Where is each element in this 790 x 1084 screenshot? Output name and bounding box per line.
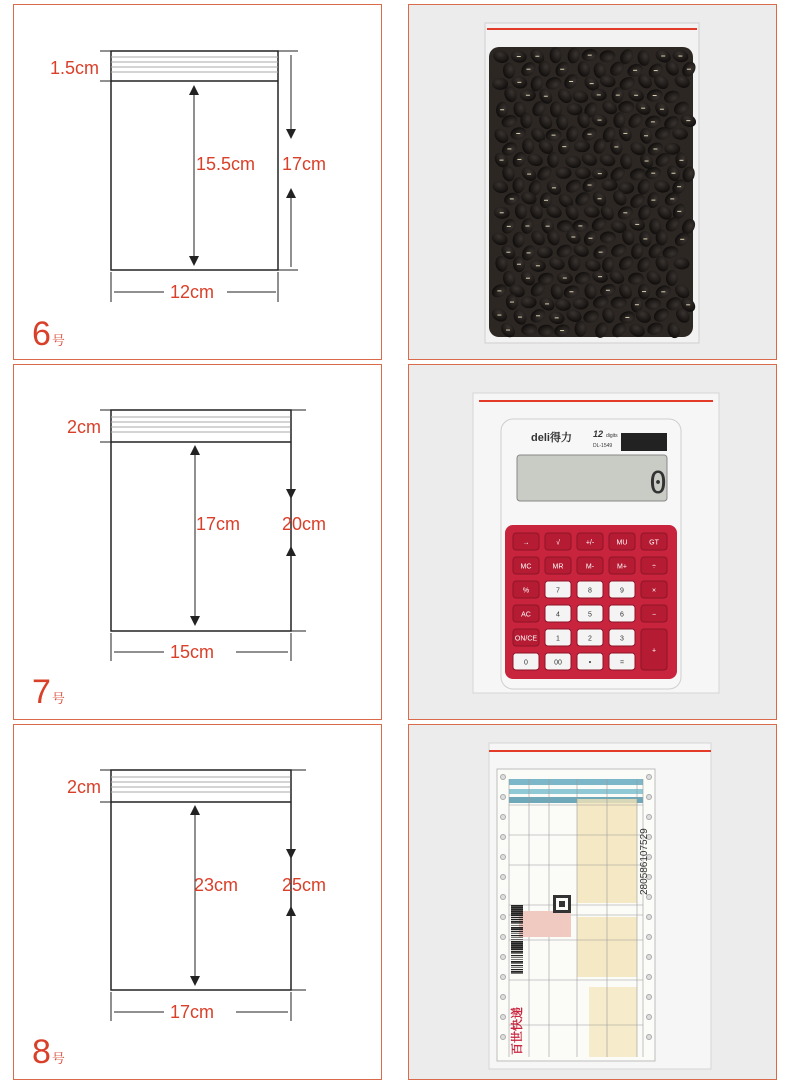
calculator-key-label: = — [619, 659, 625, 667]
barcode-bar — [511, 959, 523, 960]
barcode-bar — [511, 969, 523, 970]
tractor-hole — [647, 815, 652, 820]
barcode-bar — [511, 931, 523, 932]
calculator-key-label: ÷ — [652, 563, 656, 571]
calculator-key-label: + — [651, 647, 657, 655]
calculator-key-label: MU — [616, 539, 628, 547]
barcode-bar — [511, 909, 523, 911]
seal-height-label: 2cm — [67, 417, 102, 437]
calculator-key-label: 6 — [620, 611, 624, 619]
calculator-key-label: AC — [521, 611, 531, 619]
barcode-bar — [511, 911, 523, 913]
barcode-bar — [511, 955, 523, 956]
courier-brand: 百世快递 — [510, 1006, 524, 1055]
calculator-key-label: 0 — [524, 659, 528, 667]
diagram-panel-7 — [13, 364, 382, 720]
tractor-hole — [501, 955, 506, 960]
calculator-model: DL-1549 — [593, 443, 613, 449]
calculator-brand: deli得力 — [531, 432, 572, 444]
tractor-hole — [501, 875, 506, 880]
calculator-key-label: 4 — [556, 611, 560, 619]
barcode-bar — [511, 923, 523, 924]
photo-panel-8 — [408, 724, 777, 1080]
calculator-key-label: M- — [585, 563, 595, 571]
barcode-bar — [511, 949, 523, 950]
tractor-hole — [647, 1035, 652, 1040]
barcode-bar — [511, 957, 523, 958]
tractor-hole — [647, 795, 652, 800]
seal-height-label: 1.5cm — [50, 58, 100, 78]
calculator-key-label: × — [651, 587, 657, 595]
size-number-8: 8号 — [32, 1033, 65, 1071]
calculator-key-label: √ — [556, 539, 560, 547]
barcode-bar — [511, 919, 523, 920]
inner-height-label: 15.5cm — [196, 154, 256, 174]
barcode-bar — [511, 943, 523, 945]
beans-bag-photo — [409, 5, 778, 361]
photo-panel-6 — [408, 4, 777, 360]
bean — [556, 167, 572, 179]
bean — [574, 140, 590, 152]
barcode-bar — [511, 915, 523, 916]
tractor-hole — [501, 995, 506, 1000]
width-label: 17cm — [170, 1002, 215, 1022]
tractor-hole — [501, 1015, 506, 1020]
calculator-bag-photo — [409, 365, 778, 721]
barcode-bar — [511, 971, 523, 973]
barcode-bar — [511, 933, 523, 934]
calculator-digits-label: digits — [606, 433, 618, 439]
calculator-key-label: 2 — [588, 635, 592, 643]
tractor-hole — [501, 975, 506, 980]
barcode-bar — [511, 939, 523, 940]
barcode-bar — [511, 905, 523, 907]
calculator-key-label: ON/CE — [514, 635, 538, 643]
calculator-digits: 12 — [593, 429, 604, 439]
tractor-hole — [647, 935, 652, 940]
barcode-bar — [511, 953, 523, 954]
width-label: 12cm — [170, 282, 215, 302]
barcode-bar — [511, 907, 523, 909]
tractor-hole — [501, 1035, 506, 1040]
tractor-hole — [501, 935, 506, 940]
barcode-bar — [511, 967, 523, 968]
tractor-hole — [647, 975, 652, 980]
inner-height-label: 17cm — [196, 514, 241, 534]
calculator-key-label: − — [651, 611, 657, 619]
tractor-hole — [501, 915, 506, 920]
barcode-bar — [511, 965, 523, 966]
inner-height-label: 23cm — [194, 875, 239, 895]
barcode-bar — [511, 929, 523, 930]
bean — [521, 296, 537, 308]
calculator-key-label: M+ — [617, 563, 627, 571]
tractor-hole — [647, 775, 652, 780]
tractor-hole — [501, 815, 506, 820]
width-label: 15cm — [170, 642, 215, 662]
tractor-hole — [501, 795, 506, 800]
calculator-key-label: 7 — [556, 587, 560, 595]
calculator-key-label: • — [588, 659, 592, 667]
barcode-bar — [511, 935, 523, 936]
tractor-hole — [501, 855, 506, 860]
barcode-bar — [511, 917, 523, 918]
diagram-panel-6 — [13, 4, 382, 360]
calculator-key-label: MC — [520, 563, 532, 571]
calculator-key-label: % — [522, 587, 530, 595]
diagram-panel-8 — [13, 724, 382, 1080]
total-height-label: 25cm — [282, 875, 327, 895]
barcode-bar — [511, 973, 523, 974]
calculator-key-label: 3 — [620, 635, 624, 643]
total-height-label: 17cm — [282, 154, 327, 174]
calculator-key-label: 00 — [554, 659, 562, 667]
barcode-bar — [511, 951, 523, 953]
calculator-key-label: 8 — [588, 587, 592, 595]
barcode-bar — [511, 937, 523, 938]
barcode-bar — [511, 961, 523, 963]
tractor-hole — [501, 895, 506, 900]
barcode-bar — [511, 927, 523, 929]
total-height-label: 20cm — [282, 514, 327, 534]
calculator-key-label: → — [522, 539, 530, 547]
barcode-bar — [511, 941, 523, 943]
tractor-hole — [647, 995, 652, 1000]
barcode-bar — [511, 963, 523, 964]
barcode-bar — [511, 945, 523, 947]
calculator-key-label: MR — [552, 563, 564, 571]
calculator-key-label: GT — [649, 539, 659, 547]
calculator-display: 0 — [649, 466, 668, 501]
tractor-hole — [501, 775, 506, 780]
barcode-bar — [511, 913, 523, 915]
tractor-hole — [501, 835, 506, 840]
waybill-bag-photo — [409, 725, 778, 1081]
tractor-hole — [647, 955, 652, 960]
barcode-bar — [511, 947, 523, 949]
photo-panel-7 — [408, 364, 777, 720]
tracking-number: 280586107529 — [639, 828, 650, 895]
calculator-key-label: 1 — [556, 635, 560, 643]
barcode-bar — [511, 921, 523, 923]
calculator-key-label: 9 — [620, 587, 624, 595]
calculator-key-label: 5 — [588, 611, 592, 619]
calculator-key-label: +/- — [585, 539, 595, 547]
seal-height-label: 2cm — [67, 777, 102, 797]
size-number-6: 6号 — [32, 315, 65, 353]
size-number-7: 7号 — [32, 673, 65, 711]
barcode-bar — [511, 925, 523, 926]
tractor-hole — [647, 1015, 652, 1020]
barcode — [511, 905, 523, 974]
tractor-hole — [647, 915, 652, 920]
